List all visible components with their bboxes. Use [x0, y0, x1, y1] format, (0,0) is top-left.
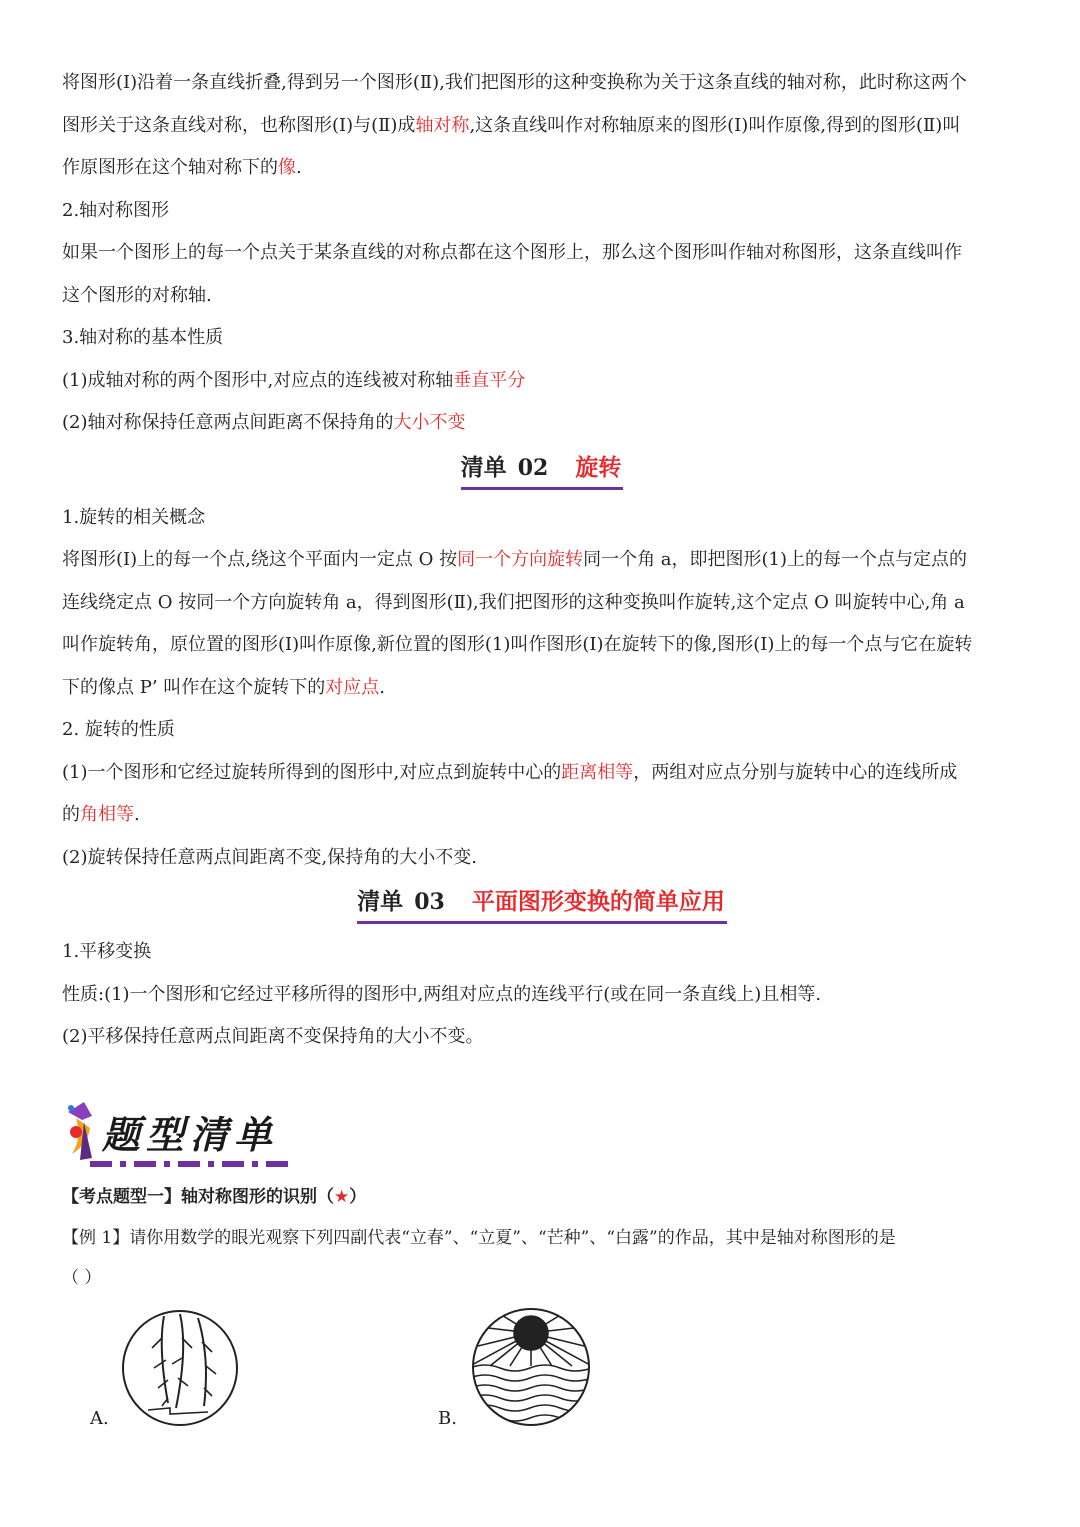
text-run: . [379, 676, 386, 698]
example-1 [62, 1218, 896, 1298]
text-run: 的 [62, 804, 80, 825]
text-run: ,这条直线叫作对称轴原来的图形(I)叫作原像,得到的图形(Ⅱ)叫 [469, 114, 961, 136]
paragraph-line [62, 709, 1022, 752]
question-types-banner [62, 1098, 292, 1174]
option-a-figure [118, 1308, 242, 1426]
section-3-title: 平面图形变换的简单应用 [471, 889, 725, 915]
option-a-label: A. [90, 1408, 109, 1429]
paragraph-line [62, 275, 1022, 318]
highlight-term: 距离相等 [561, 761, 634, 783]
section-3-number: 03 [414, 889, 445, 915]
text-run: 将图形(I)上的每一个点,绕这个平面内一定点 O 按 [62, 549, 458, 570]
section-1-body [62, 62, 1022, 445]
paragraph-line [62, 752, 1022, 795]
text-run: 作原图形在这个轴对称下的 [62, 157, 278, 178]
paragraph-line [62, 317, 1022, 360]
section-2-number: 02 [517, 454, 549, 481]
section-2-keyword: 清单 [460, 454, 507, 481]
example-1-stem: 【例 1】请你用数学的眼光观察下列四副代表“立春”、“立夏”、“芒种”、“白露”的作品，其中是轴对称图形的是 [62, 1228, 896, 1248]
highlight-term: 像 [278, 157, 296, 178]
text-run: 叫作旋转角，原位置的图形(I)叫作原像,新位置的图形(1)叫作图形(I)在旋转下的像,图形(I)上的每一个点与它在旋转 [62, 634, 973, 655]
text-run: (2)平移保持任意两点间距离不变保持角的大小不变。 [62, 1026, 484, 1047]
paragraph-line [62, 667, 1022, 710]
star-icon: ★ [334, 1187, 350, 1207]
highlight-term: 角相等 [80, 804, 134, 825]
text-run: (1)一个图形和它经过旋转所得到的图形中,对应点到旋转中心的 [62, 761, 562, 783]
paragraph-line [62, 931, 1022, 974]
text-run: 3.轴对称的基本性质 [62, 327, 224, 348]
paragraph-line [62, 1016, 1022, 1059]
paragraph-line [62, 232, 1022, 275]
paragraph-line [62, 105, 1022, 148]
paragraph-line [62, 794, 1022, 837]
text-run: 性质:(1)一个图形和它经过平移所得的图形中,两组对应点的连线平行(或在同一条直线上)且相等. [62, 983, 822, 1005]
highlight-term: 轴对称 [415, 114, 470, 136]
section-3-body [62, 931, 1022, 1059]
highlight-term: 垂直平分 [453, 369, 526, 391]
paragraph-line [62, 624, 1022, 667]
text-run: 1.旋转的相关概念 [62, 506, 206, 528]
paragraph-line [62, 974, 1022, 1017]
text-run: 图形关于这条直线对称，也称图形(I)与(Ⅱ)成 [62, 114, 416, 136]
section-3-heading [62, 881, 1022, 931]
text-run: . [134, 804, 140, 825]
section-3-keyword: 清单 [357, 889, 404, 915]
paragraph-line [62, 190, 1022, 233]
text-run: 下的像点 P’ 叫作在这个旋转下的 [62, 676, 326, 698]
text-run: . [296, 157, 302, 178]
text-run: 这个图形的对称轴. [62, 284, 212, 306]
paragraph-line [62, 62, 1022, 105]
section-2-title: 旋转 [575, 454, 622, 481]
question-type-heading [62, 1182, 366, 1207]
section-2-heading [62, 447, 1022, 497]
paragraph-line [62, 497, 1022, 540]
text-run: 2.轴对称图形 [62, 199, 170, 221]
paragraph-line [62, 539, 1022, 582]
paragraph-line [62, 582, 1022, 625]
text-run: ，两组对应点分别与旋转中心的连线所成 [633, 761, 958, 783]
highlight-term: 同一个方向旋转 [457, 549, 584, 570]
question-type-close: ） [349, 1187, 367, 1207]
text-run: (2)轴对称保持任意两点间距离不保持角的 [62, 412, 394, 433]
page-content [62, 62, 1022, 1059]
paragraph-line [62, 360, 1022, 403]
question-type-label: 【考点题型一】轴对称图形的识别（ [62, 1187, 334, 1207]
text-run: 连线绕定点 O 按同一个方向旋转角 a，得到图形(Ⅱ),我们把图形的这种变换叫作旋转,这个定点 O 叫旋转中心,角 a [62, 591, 965, 613]
highlight-term: 大小不变 [393, 412, 466, 433]
text-run: 同一个角 a，即把图形(1)上的每一个点与定点的 [583, 549, 968, 570]
highlight-term: 对应点 [325, 676, 380, 698]
text-run: 1.平移变换 [62, 941, 152, 962]
section-2-body [62, 497, 1022, 880]
text-run: (2)旋转保持任意两点间距离不变,保持角的大小不变. [62, 846, 477, 868]
paragraph-line [62, 402, 1022, 445]
option-b-label: B. [438, 1408, 457, 1429]
text-run: 2. 旋转的性质 [62, 719, 175, 740]
text-run: 如果一个图形上的每一个点关于某条直线的对称点都在这个图形上，那么这个图形叫作轴对称图形，这条直线叫作 [62, 242, 962, 263]
text-run: 将图形(I)沿着一条直线折叠,得到另一个图形(Ⅱ),我们把图形的这种变换称为关于这条直线的轴对称，此时称这两个 [62, 72, 967, 93]
example-1-bracket: （ ） [62, 1268, 102, 1288]
paragraph-line [62, 837, 1022, 880]
text-run: (1)成轴对称的两个图形中,对应点的连线被对称轴 [62, 369, 454, 391]
banner-title: 题型清单 [102, 1113, 279, 1157]
option-b-figure [470, 1306, 592, 1428]
paragraph-line [62, 147, 1022, 190]
